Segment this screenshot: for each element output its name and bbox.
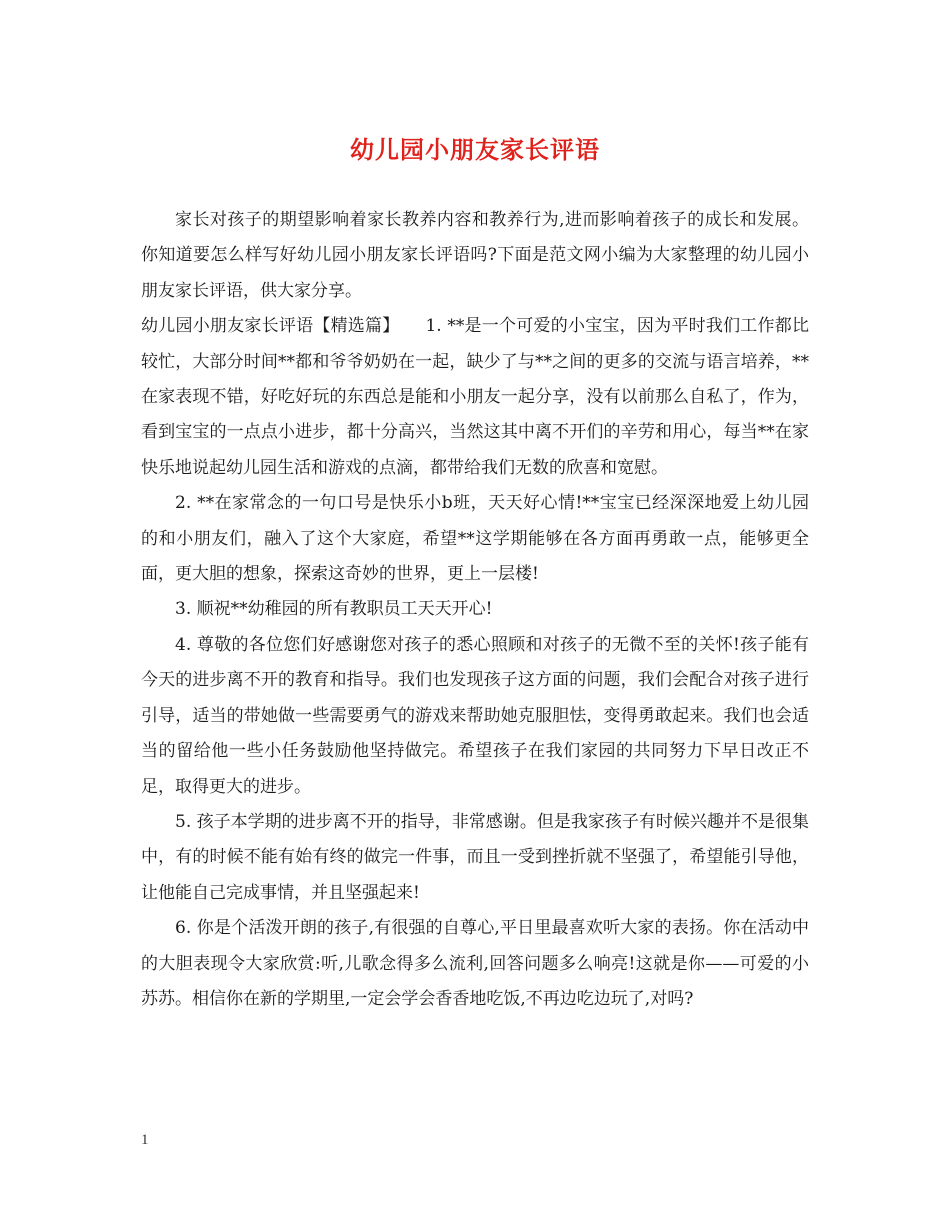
paragraph-item-5: 5. 孩子本学期的进步离不开的指导，非常感谢。但是我家孩子有时候兴趣并不是很集中，有的时候不能有始有终的做完一件事，而且一受到挫折就不坚强了，希望能引导他，让他能自己完成事情，并且坚强起来! xyxy=(141,811,809,903)
paragraph-item-1: 幼儿园小朋友家长评语【精选篇】 1. **是一个可爱的小宝宝，因为平时我们工作都比较忙，大部分时间**都和爷爷奶奶在一起，缺少了与**之间的更多的交流与语言培养，**在家表现不错，好吃好玩的东西总是能和小朋友一起分享，没有以前那么自私了，作为，看到宝宝的一点点小进步，都十分高兴，当然这其中离不开们的辛劳和用心，每当**在家快乐地说起幼儿园生活和游戏的点滴，都带给我们无数的欣喜和宽慰。 xyxy=(141,316,809,478)
document-body xyxy=(141,203,809,1017)
document-title: 幼儿园小朋友家长评语 xyxy=(350,135,600,164)
paragraph-item-2: 2. **在家常念的一句口号是快乐小b班，天天好心情!**宝宝已经深深地爱上幼儿园的和小朋友们，融入了这个大家庭，希望**这学期能够在各方面再勇敢一点，能够更全面，更大胆的想象，探索这奇妙的世界，更上一层楼! xyxy=(141,493,809,585)
intro-paragraph: 家长对孩子的期望影响着家长教养内容和教养行为,进而影响着孩子的成长和发展。你知道要怎么样写好幼儿园小朋友家长评语吗?下面是范文网小编为大家整理的幼儿园小朋友家长评语，供大家分享。 xyxy=(141,210,809,301)
paragraph-item-4: 4. 尊敬的各位您们好感谢您对孩子的悉心照顾和对孩子的无微不至的关怀!孩子能有今天的进步离不开的教育和指导。我们也发现孩子这方面的问题，我们会配合对孩子进行引导，适当的带她做一些需要勇气的游戏来帮助她克服胆怯，变得勇敢起来。我们也会适当的留给他一些小任务鼓励他坚持做完。希望孩子在我们家园的共同努力下早日改正不足，取得更大的进步。 xyxy=(141,634,809,797)
paragraph-item-3: 3. 顺祝**幼稚园的所有教职员工天天开心! xyxy=(175,599,493,620)
paragraph-item-6: 6. 你是个活泼开朗的孩子,有很强的自尊心,平日里最喜欢听大家的表扬。你在活动中的大胆表现令大家欣赏:听,儿歌念得多么流利,回答问题多么响亮!这就是你——可爱的小苏苏。相信你在新的学期里,一定会学会香香地吃饭,不再边吃边玩了,对吗? xyxy=(141,918,809,1009)
page-number: 1 xyxy=(141,1132,149,1148)
